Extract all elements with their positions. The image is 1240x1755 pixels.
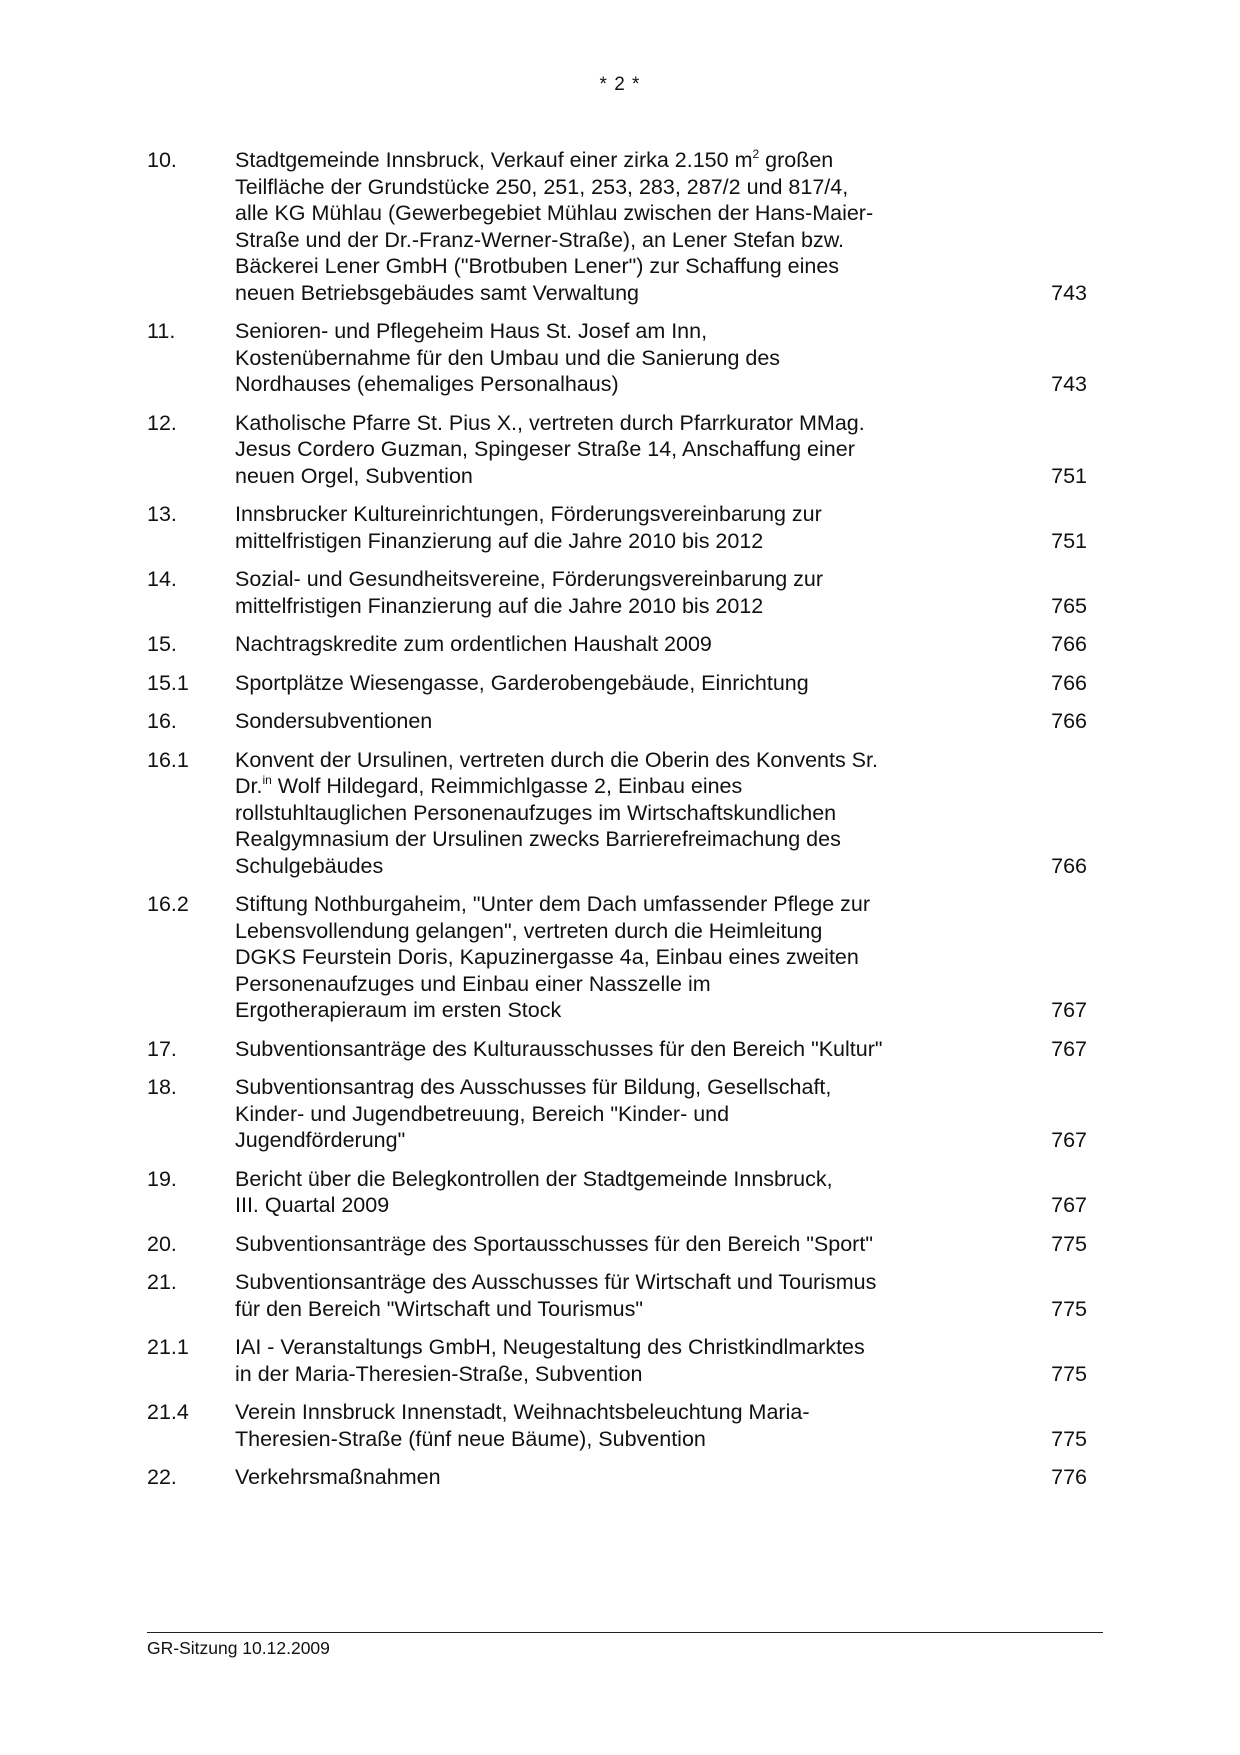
- toc-entry-line: Sondersubventionen: [235, 709, 433, 733]
- superscript: in: [262, 773, 272, 787]
- toc-entry-text: [235, 410, 975, 490]
- footer-divider: [147, 1632, 1103, 1633]
- toc-entry-line: Subventionsantrag des Ausschusses für Bildung, Gesellschaft,: [235, 1075, 832, 1099]
- toc-entry-line: Teilfläche der Grundstücke 250, 251, 253, 283, 287/2 und 817/4,: [235, 174, 849, 199]
- toc-entry: [147, 1231, 1087, 1258]
- toc-entry-text: [235, 1166, 975, 1219]
- toc-entry: [147, 1036, 1087, 1063]
- toc-entry-page: 775: [1051, 1296, 1087, 1321]
- toc-entry-line: Subventionsanträge des Sportausschusses für den Bereich "Sport": [235, 1231, 873, 1256]
- toc-entry-line: Bäckerei Lener GmbH ("Brotbuben Lener") zur Schaffung eines: [235, 254, 840, 278]
- toc-entry-line: Innsbrucker Kultureinrichtungen, Förderungsvereinbarung zur: [235, 502, 822, 526]
- toc-entry-text: [235, 566, 975, 619]
- toc-entry-text: [235, 501, 975, 554]
- toc-entry-number: 13.: [147, 502, 177, 526]
- toc-entry-line: III. Quartal 2009: [235, 1193, 390, 1217]
- toc-entry-page: 765: [1051, 593, 1087, 618]
- toc-entry-page: 775: [1051, 1426, 1087, 1451]
- toc-entry-number: 19.: [147, 1166, 177, 1191]
- toc-entry-number: 12.: [147, 410, 177, 435]
- toc-entry-line: Verein Innsbruck Innenstadt, Weihnachtsbeleuchtung Maria-: [235, 1400, 810, 1424]
- toc-entry-line: Ergotherapieraum im ersten Stock: [235, 998, 562, 1022]
- toc-entry-number: 16.1: [147, 747, 189, 772]
- toc-entry-line: neuen Betriebsgebäudes samt Verwaltung: [235, 280, 639, 305]
- toc-entry-page: 767: [1051, 1128, 1087, 1152]
- toc-entry-text: [235, 631, 975, 658]
- toc-entry-line: Bericht über die Belegkontrollen der Stadtgemeinde Innsbruck,: [235, 1166, 833, 1191]
- toc-entry-page: 767: [1051, 1193, 1087, 1217]
- toc-entry-text: [235, 670, 975, 697]
- toc-entry-line: Straße und der Dr.-Franz-Werner-Straße), an Lener Stefan bzw.: [235, 227, 845, 252]
- toc-entry-number: 21.4: [147, 1400, 189, 1424]
- toc-entry-page: 766: [1051, 853, 1087, 878]
- toc-entry-text: [235, 147, 975, 306]
- toc-entry-number: 20.: [147, 1231, 177, 1256]
- toc-entry-number: 21.: [147, 1270, 177, 1294]
- toc-entry-number: 17.: [147, 1036, 177, 1061]
- toc-entry-page: 766: [1051, 670, 1087, 695]
- toc-entry-number: 22.: [147, 1465, 177, 1489]
- toc-entry-page: 743: [1051, 372, 1087, 396]
- toc-entry-page: 775: [1051, 1361, 1087, 1386]
- toc-entry-page: 767: [1051, 1036, 1087, 1061]
- footer-text: GR-Sitzung 10.12.2009: [147, 1638, 330, 1658]
- toc-entry-line: mittelfristigen Finanzierung auf die Jahre 2010 bis 2012: [235, 593, 764, 618]
- toc-entry-line: Stadtgemeinde Innsbruck, Verkauf einer zirka 2.150 $m^2$ großen: [235, 147, 834, 172]
- toc-entry-page: 776: [1051, 1465, 1087, 1489]
- toc-entry: [147, 501, 1087, 554]
- toc-entry-line: Katholische Pfarre St. Pius X., vertreten durch Pfarrkurator MMag.: [235, 410, 865, 435]
- toc-entry-page: 767: [1051, 998, 1087, 1022]
- toc-entry-number: 11.: [147, 319, 176, 343]
- toc-entry-line: Stiftung Nothburgaheim, "Unter dem Dach umfassender Pflege zur: [235, 892, 871, 916]
- toc-entry: [147, 1269, 1087, 1322]
- toc-entry-line: Schulgebäudes: [235, 853, 384, 878]
- toc-entry-line: Jugendförderung": [235, 1128, 406, 1152]
- toc-entry: [147, 631, 1087, 658]
- toc-entry: [147, 1074, 1087, 1154]
- toc-entry-line: DGKS Feurstein Doris, Kapuzinergasse 4a, Einbau eines zweiten: [235, 945, 859, 969]
- toc-entry-line: Jesus Cordero Guzman, Spingeser Straße 14, Anschaffung einer: [235, 437, 855, 461]
- toc-entry-number: 15.: [147, 632, 177, 656]
- toc-entry-line: in der Maria-Theresien-Straße, Subvention: [235, 1361, 643, 1386]
- toc-entry-page: 743: [1051, 280, 1087, 305]
- toc-entry-line: Sportplätze Wiesengasse, Garderobengebäude, Einrichtung: [235, 670, 809, 695]
- toc-entry: [147, 1464, 1087, 1491]
- toc-entry-line: Subventionsanträge des Kulturausschusses für den Bereich "Kultur": [235, 1036, 883, 1061]
- toc-entry-line: rollstuhltauglichen Personenaufzuges im Wirtschaftskundlichen: [235, 800, 837, 825]
- toc-entry-number: 18.: [147, 1075, 177, 1099]
- table-of-contents: [147, 147, 1087, 1503]
- toc-entry-text: [235, 1074, 975, 1154]
- toc-entry-line: Senioren- und Pflegeheim Haus St. Josef am Inn,: [235, 319, 708, 343]
- toc-entry: [147, 708, 1087, 735]
- toc-entry-text: [235, 318, 975, 398]
- toc-entry-line: Konvent der Ursulinen, vertreten durch die Oberin des Konvents Sr.: [235, 747, 878, 772]
- toc-entry: [147, 410, 1087, 490]
- toc-entry-page: 775: [1051, 1231, 1087, 1256]
- toc-entry: [147, 670, 1087, 697]
- toc-entry-number: 16.: [147, 709, 177, 733]
- toc-entry-text: [235, 708, 975, 735]
- toc-entry-number: 10.: [147, 148, 177, 172]
- toc-entry-page: 766: [1051, 632, 1087, 656]
- toc-entry: [147, 147, 1087, 306]
- toc-entry-line: neuen Orgel, Subvention: [235, 463, 473, 488]
- toc-entry-number: 15.1: [147, 670, 189, 695]
- page-number: * 2 *: [599, 74, 641, 95]
- toc-entry-line: mittelfristigen Finanzierung auf die Jahre 2010 bis 2012: [235, 528, 764, 553]
- toc-entry-number: 14.: [147, 567, 177, 591]
- toc-entry-line: Nordhauses (ehemaliges Personalhaus): [235, 372, 619, 396]
- toc-entry-line: Theresien-Straße (fünf neue Bäume), Subvention: [235, 1426, 706, 1451]
- toc-entry-text: [235, 747, 975, 880]
- toc-entry: [147, 318, 1087, 398]
- toc-entry-line: für den Bereich "Wirtschaft und Tourismus": [235, 1296, 644, 1321]
- toc-entry-line: Kostenübernahme für den Umbau und die Sanierung des: [235, 345, 781, 370]
- toc-entry-text: [235, 1464, 975, 1491]
- toc-entry-text: [235, 891, 975, 1024]
- toc-entry-text: [235, 1269, 975, 1322]
- toc-entry-line: Sozial- und Gesundheitsvereine, Förderungsvereinbarung zur: [235, 567, 824, 591]
- toc-entry-page: 751: [1051, 463, 1087, 488]
- superscript: 2: [752, 147, 760, 161]
- toc-entry-line: Personenaufzuges und Einbau einer Nasszelle im: [235, 971, 711, 996]
- toc-entry: [147, 1166, 1087, 1219]
- toc-entry: [147, 1334, 1087, 1387]
- toc-entry-line: IAI - Veranstaltungs GmbH, Neugestaltung des Christkindlmarktes: [235, 1335, 865, 1359]
- toc-entry: [147, 891, 1087, 1024]
- toc-entry: [147, 747, 1087, 880]
- toc-entry-line: Subventionsanträge des Ausschusses für Wirtschaft und Tourismus: [235, 1270, 877, 1294]
- toc-entry: [147, 1399, 1087, 1452]
- toc-entry-line: alle KG Mühlau (Gewerbegebiet Mühlau zwischen der Hans-Maier-: [235, 201, 874, 225]
- toc-entry-text: [235, 1334, 975, 1387]
- toc-entry-page: 751: [1051, 528, 1087, 553]
- toc-entry-line: Verkehrsmaßnahmen: [235, 1465, 441, 1489]
- toc-entry-line: Lebensvollendung gelangen", vertreten durch die Heimleitung: [235, 918, 823, 943]
- toc-entry-text: [235, 1036, 975, 1063]
- toc-entry-text: [235, 1231, 975, 1258]
- toc-entry: [147, 566, 1087, 619]
- toc-entry-line: Realgymnasium der Ursulinen zwecks Barrierefreimachung des: [235, 827, 841, 851]
- toc-entry-number: 21.1: [147, 1335, 189, 1359]
- toc-entry-line: Nachtragskredite zum ordentlichen Haushalt 2009: [235, 632, 712, 656]
- toc-entry-text: [235, 1399, 975, 1452]
- toc-entry-page: 766: [1051, 709, 1087, 733]
- toc-entry-line: Dr.$^{in}$ Wolf Hildegard, Reimmichlgasse 2, Einbau eines: [235, 773, 743, 798]
- toc-entry-line: Kinder- und Jugendbetreuung, Bereich "Kinder- und: [235, 1101, 730, 1126]
- toc-entry-number: 16.2: [147, 892, 189, 916]
